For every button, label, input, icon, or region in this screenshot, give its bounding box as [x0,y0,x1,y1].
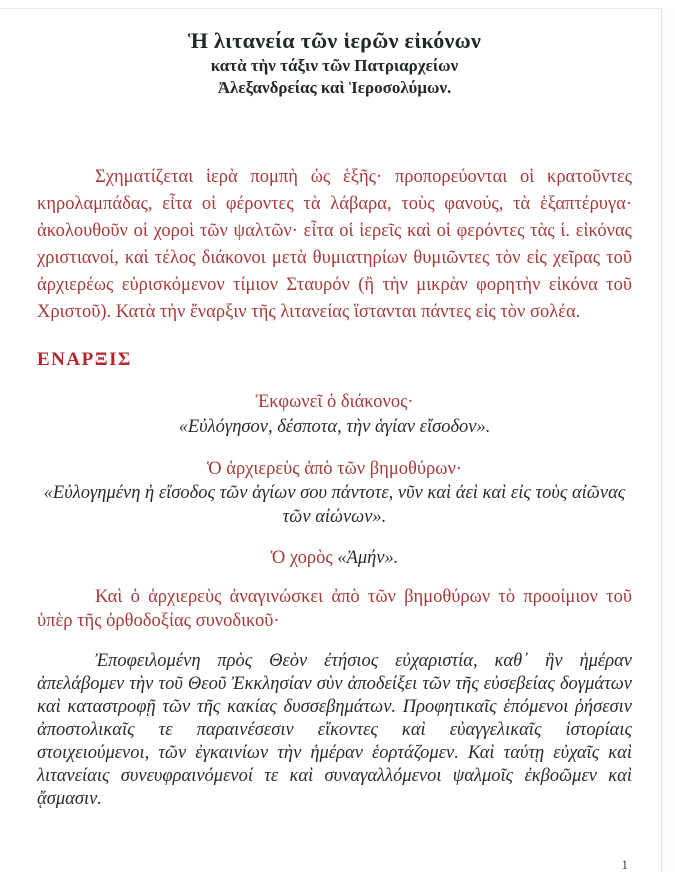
page-subtitle-2: Ἀλεξανδρείας καὶ Ἱεροσολύμων. [217,78,452,97]
rubric-hierarch: Ὁ ἀρχιερεὺς ἀπὸ τῶν βημοθύρων· [207,459,462,479]
choir-rubric: Ὁ χορὸς [270,548,338,568]
choir-response: «Ἀμήν». [337,548,399,568]
rubric-deacon: Ἐκφωνεῖ ὁ διάκονος· [255,392,414,412]
response-hierarch: «Εὐλογημένη ἡ εἴσοδος τῶν ἁγίων σου πάντοτε, νῦν καὶ ἀεὶ καὶ εἰς τοὺς αἰῶνας τῶν αἰώνων». [43,483,626,527]
intro-paragraph: Σχηματίζεται ἱερὰ πομπὴ ὡς ἑξῆς· προπορεύονται οἱ κρατοῦντες κηρολαμπάδας, εἶτα οἱ φέροντες τὰ λάβαρα, τοὺς φανούς, τὰ ἑξαπτέρυγα· ἀκολουθοῦν οἱ χοροὶ τῶν ψαλτῶν· εἶτα οἱ ἱερεῖς καὶ οἱ φερόντες τὰς ἱ. εἰκόνας χριστιανοί, καὶ τέλος διάκονοι μετὰ θυμιατηρίων θυμιῶντες τὸν εἰς χεῖρας τοῦ ἀρχιερέως εὑρισκόμενον τίμιον Σταυρόν (ἢ τὴν μικρὰν φορητὴν εἰκόνα τοῦ Χριστοῦ). Κατὰ τὴν ἔναρξιν τῆς λιτανείας ἵστανται πάντες εἰς τὸν σολέα. [37,167,632,322]
page-title: Ἡ λιτανεία τῶν ἱερῶν εἰκόνων [187,28,482,53]
synodikon-paragraph: Ἐποφειλομένη πρὸς Θεὸν ἐτήσιος εὐχαριστία, καθ᾽ ἣν ἡμέραν ἀπελάβομεν τὴν τοῦ Θεοῦ Ἐκκλησίαν σὺν ἀποδείξει τῶν τῆς εὐσεβείας δογμάτων καὶ καταστροφῇ τῶν τῆς κακίας δυσσεβημάτων. Προφητικαῖς ἑπόμενοι ῥήσεσιν ἀποστολικαῖς τε παραινέσεσιν εἴκοντες καὶ εὐαγγελικαῖς ἱστορίαις στοιχειούμενοι, τῶν ἐγκαινίων τὴν ἡμέραν ἑορτάζομεν. Καὶ ταύτῃ εὐχαῖς καὶ λιτανείαις συνευφραινόμενοί τε καὶ συναγαλλόμενοι ψαλμοῖς ἐκβοῶμεν καὶ ᾄσμασιν. [37,651,632,809]
choir-line [37,546,632,570]
section-heading: ΕΝΑΡΞΙΣ [37,349,132,370]
page-subtitle-1: κατὰ τὴν τάξιν τῶν Πατριαρχείων [210,56,459,75]
title-block [37,27,632,99]
response-deacon: «Εὐλόγησον, δέσποτα, τὴν ἁγίαν εἴσοδον». [178,417,491,437]
rubric-synodikon: Καὶ ὁ ἀρχιερεὺς ἀναγινώσκει ἀπὸ τῶν βημοθύρων τὸ προοίμιον τοῦ ὑπὲρ τῆς ὀρθοδοξίας συνοδικοῦ· [37,587,632,631]
page-number: 1 [621,857,628,872]
